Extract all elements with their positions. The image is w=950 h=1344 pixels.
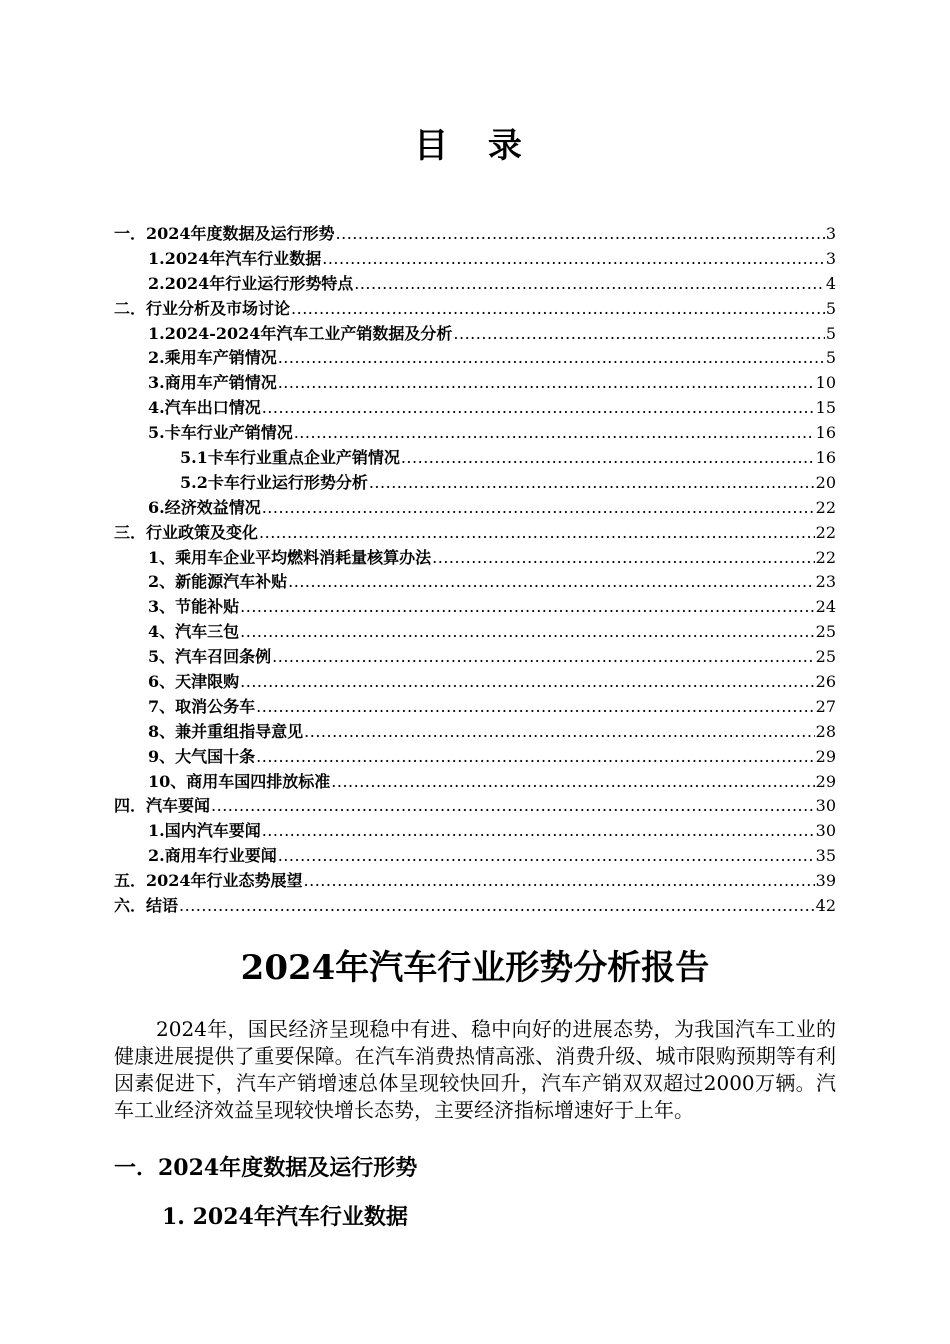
toc-entry[interactable] xyxy=(114,322,836,347)
toc-entry[interactable] xyxy=(114,570,836,595)
toc-entry-label: 10、商用车国四排放标准 xyxy=(148,771,331,791)
toc-entry-label: 3.商用车产销情况 xyxy=(148,373,277,393)
toc-entry[interactable] xyxy=(114,844,836,869)
toc-entry-label: 5.1卡车行业重点企业产销情况 xyxy=(180,448,400,468)
toc-leader xyxy=(304,869,815,894)
toc-leader xyxy=(432,546,815,571)
toc-leader xyxy=(262,819,815,844)
toc-page-number: 22 xyxy=(815,547,836,567)
toc-entry[interactable] xyxy=(114,620,836,645)
toc-leader xyxy=(262,396,815,421)
toc-leader xyxy=(453,322,824,347)
toc-leader xyxy=(240,620,815,645)
toc-page-number: 25 xyxy=(815,647,836,667)
toc-page-number: 26 xyxy=(815,672,836,692)
toc-leader xyxy=(331,770,814,795)
toc-entry[interactable] xyxy=(114,346,836,371)
toc-entry-label: 6.经济效益情况 xyxy=(148,497,261,517)
toc-entry-label: 2.乘用车产销情况 xyxy=(148,348,277,368)
toc-page-number: 22 xyxy=(815,522,836,542)
toc-page-number: 30 xyxy=(815,796,836,816)
toc-entry[interactable] xyxy=(114,770,836,795)
toc-entry[interactable] xyxy=(114,670,836,695)
toc-page-number: 25 xyxy=(815,622,836,642)
toc-page-number: 42 xyxy=(815,896,836,916)
report-title: 2024年汽车行业形势分析报告 xyxy=(240,948,710,988)
toc-leader xyxy=(211,794,815,819)
toc-leader xyxy=(304,720,815,745)
intro-paragraph: 2024年，国民经济呈现稳中有进、稳中向好的进展态势，为我国汽车工业的健康进展提供了重要保障。在汽车消费热情高涨、消费升级、城市限购预期等有利因素促进下，汽车产销增速总体呈现较快回升，汽车产销双双超过2000万辆。汽车工业经济效益呈现较快增长态势，主要经济指标增速好于上年。 xyxy=(114,1017,836,1122)
toc-entry[interactable] xyxy=(114,745,836,770)
toc-page-number: 39 xyxy=(815,871,836,891)
toc-page-number: 3 xyxy=(825,248,836,268)
toc-leader xyxy=(240,670,815,695)
toc-entry[interactable] xyxy=(114,247,836,272)
toc-entry-label: 4、汽车三包 xyxy=(148,622,240,642)
toc-entry[interactable] xyxy=(114,446,836,471)
toc-entry-label: 1.2024-2024年汽车工业产销数据及分析 xyxy=(148,323,453,343)
toc-page-number: 35 xyxy=(815,846,836,866)
toc-entry-label: 6、天津限购 xyxy=(148,672,240,692)
toc-leader xyxy=(401,446,815,471)
toc-leader xyxy=(262,496,815,521)
toc-leader xyxy=(179,894,815,919)
toc-page-number: 27 xyxy=(815,696,836,716)
toc-entry[interactable] xyxy=(114,471,836,496)
toc-leader xyxy=(272,645,815,670)
toc-leader xyxy=(288,570,815,595)
toc-entry[interactable] xyxy=(114,794,836,819)
toc-entry-label: 8、兼并重组指导意见 xyxy=(148,721,304,741)
toc-entry-label: 1、乘用车企业平均燃料消耗量核算办法 xyxy=(148,547,432,567)
toc-entry[interactable] xyxy=(114,595,836,620)
toc-entry-label: 1.2024年汽车行业数据 xyxy=(148,248,322,268)
toc-entry-label: 5.2卡车行业运行形势分析 xyxy=(180,472,368,492)
toc-entry[interactable] xyxy=(114,720,836,745)
toc-leader xyxy=(294,421,815,446)
toc-page-number: 3 xyxy=(825,224,836,243)
toc-entry-label: 六．结语 xyxy=(114,896,179,916)
toc-leader xyxy=(256,745,815,770)
table-of-contents xyxy=(114,222,836,919)
toc-page-number: 20 xyxy=(815,472,836,492)
toc-entry[interactable] xyxy=(114,695,836,720)
toc-page-number: 23 xyxy=(815,572,836,592)
toc-entry[interactable] xyxy=(114,396,836,421)
toc-entry[interactable] xyxy=(114,546,836,571)
section-heading: 一．2024年度数据及运行形势 xyxy=(114,1155,418,1181)
toc-leader xyxy=(278,346,825,371)
toc-entry[interactable] xyxy=(114,371,836,396)
toc-entry-label: 7、取消公务车 xyxy=(148,696,256,716)
toc-page-number: 5 xyxy=(825,348,836,368)
toc-page-number: 22 xyxy=(815,497,836,517)
toc-entry-label: 9、大气国十条 xyxy=(148,746,256,766)
toc-entry[interactable] xyxy=(114,521,836,546)
toc-leader xyxy=(336,222,825,247)
toc-page-number: 15 xyxy=(815,398,836,418)
toc-entry-label: 5.卡车行业产销情况 xyxy=(148,423,293,443)
toc-entry-label: 4.汽车出口情况 xyxy=(148,398,261,418)
toc-entry-label: 2.商用车行业要闻 xyxy=(148,846,277,866)
toc-page-number: 29 xyxy=(815,771,836,791)
toc-entry-label: 二．行业分析及市场讨论 xyxy=(114,298,291,318)
toc-entry[interactable] xyxy=(114,869,836,894)
toc-entry-label: 五．2024年行业态势展望 xyxy=(114,871,303,891)
toc-page-number: 30 xyxy=(815,821,836,841)
toc-leader xyxy=(278,371,815,396)
toc-leader xyxy=(354,272,825,297)
toc-page-number: 10 xyxy=(815,373,836,393)
toc-entry[interactable] xyxy=(114,272,836,297)
toc-entry[interactable] xyxy=(114,297,836,322)
toc-leader xyxy=(291,297,825,322)
toc-entry-label: 5、汽车召回条例 xyxy=(148,647,272,667)
toc-page-number: 4 xyxy=(825,273,836,293)
toc-page-number: 16 xyxy=(815,448,836,468)
toc-entry[interactable] xyxy=(114,819,836,844)
toc-page-number: 16 xyxy=(815,423,836,443)
toc-entry-label: 1.国内汽车要闻 xyxy=(148,821,261,841)
toc-page-number: 5 xyxy=(825,298,836,318)
toc-page-number: 5 xyxy=(825,323,836,343)
toc-entry-label: 一．2024年度数据及运行形势 xyxy=(114,224,335,243)
toc-page-number: 28 xyxy=(815,721,836,741)
toc-entry-label: 四．汽车要闻 xyxy=(114,796,211,816)
toc-leader xyxy=(240,595,815,620)
toc-entry[interactable] xyxy=(114,421,836,446)
subsection-heading: 1. 2024年汽车行业数据 xyxy=(162,1204,408,1230)
toc-entry[interactable] xyxy=(114,894,836,919)
toc-entry[interactable] xyxy=(114,496,836,521)
toc-page-number: 24 xyxy=(815,597,836,617)
toc-entry-label: 三．行业政策及变化 xyxy=(114,522,259,542)
toc-leader xyxy=(322,247,825,272)
toc-leader xyxy=(259,521,815,546)
toc-entry-label: 2、新能源汽车补贴 xyxy=(148,572,288,592)
toc-leader xyxy=(278,844,815,869)
toc-title: 目 录 xyxy=(414,126,536,166)
toc-page-number: 29 xyxy=(815,746,836,766)
toc-entry[interactable] xyxy=(114,645,836,670)
toc-entry[interactable] xyxy=(114,222,836,247)
toc-entry-label: 3、节能补贴 xyxy=(148,597,240,617)
toc-entry-label: 2.2024年行业运行形势特点 xyxy=(148,273,354,293)
toc-leader xyxy=(369,471,815,496)
toc-leader xyxy=(256,695,815,720)
